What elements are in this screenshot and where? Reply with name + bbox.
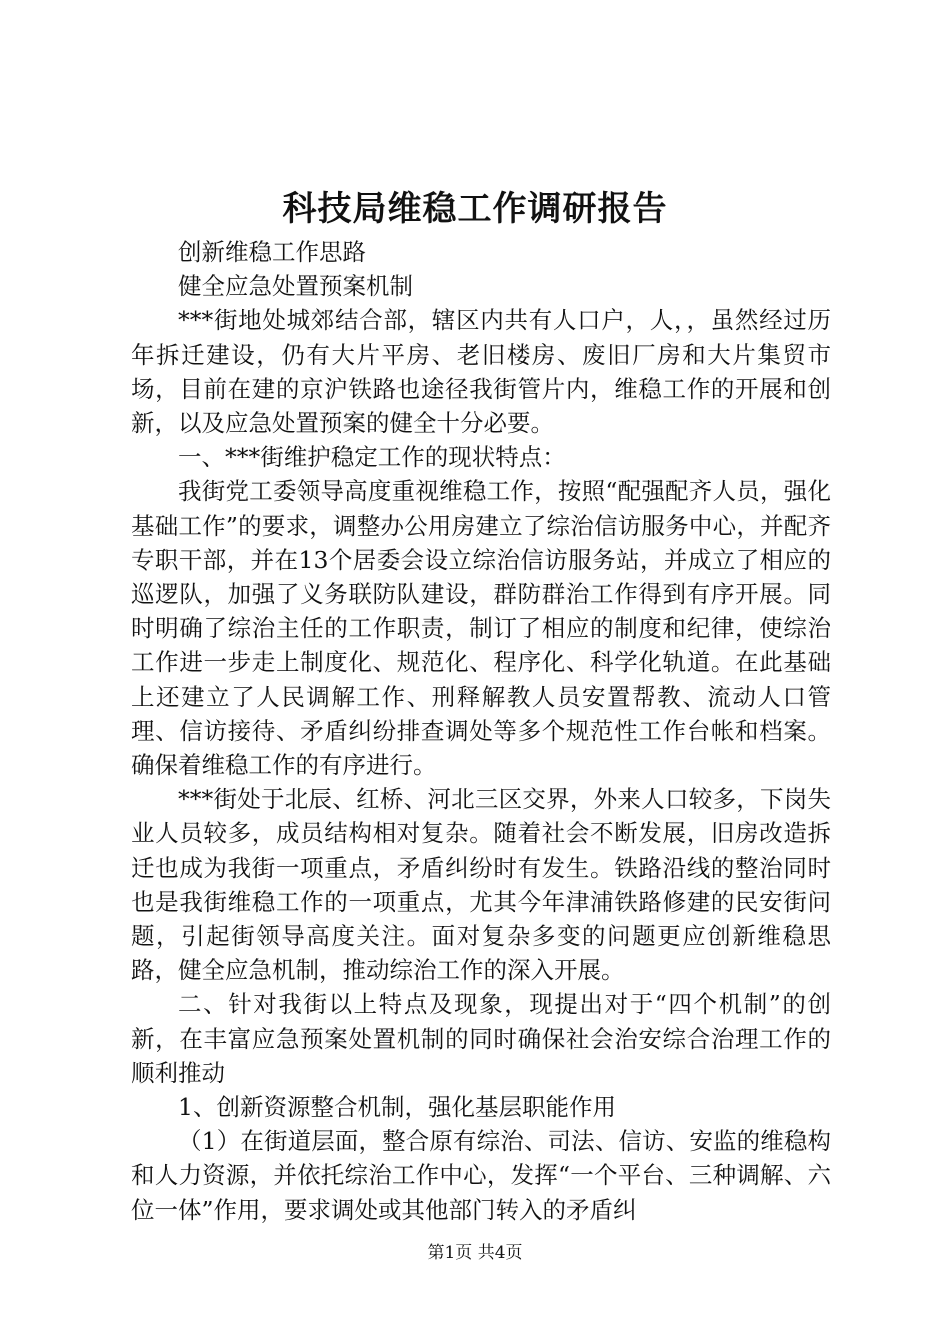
document-title: 科技局维稳工作调研报告 [282, 189, 668, 229]
document-body [131, 235, 831, 1227]
paragraph: 健全应急处置预案机制 [178, 272, 413, 301]
paragraph: （1）在街道层面，整合原有综治、司法、信访、安监的维稳构和人力资源，并依托综治工作中心，发挥“一个平台、三种调解、六位一体”作用，要求调处或其他部门转入的矛盾纠 [131, 1127, 831, 1224]
page-number-footer: 第1页 共4页 [427, 1243, 523, 1263]
paragraph: 我街党工委领导高度重视维稳工作，按照“配强配齐人员，强化基础工作”的要求，调整办公用房建立了综治信访服务中心，并配齐专职干部，并在13个居委会设立综治信访服务站，并成立了相应的巡逻队，加强了义务联防队建设，群防群治工作得到有序开展。同时明确了综治主任的工作职责，制订了相应的制度和纪律，使综治工作进一步走上制度化、规范化、程序化、科学化轨道。在此基础上还建立了人民调解工作、刑释解教人员安置帮教、流动人口管理、信访接待、矛盾纠纷排查调处等多个规范性工作台帐和档案。确保着维稳工作的有序进行。 [131, 477, 831, 780]
paragraph: 二、针对我街以上特点及现象，现提出对于“四个机制”的创新，在丰富应急预案处置机制的同时确保社会治安综合治理工作的顺利推动 [131, 990, 831, 1087]
paragraph: 创新维稳工作思路 [178, 238, 366, 266]
paragraph: 1、创新资源整合机制，强化基层职能作用 [178, 1093, 616, 1122]
paragraph: ***街处于北辰、红桥、河北三区交界，外来人口较多，下岗失业人员较多，成员结构相对复杂。随着社会不断发展，旧房改造拆迁也成为我街一项重点，矛盾纠纷时有发生。铁路沿线的整治同时也是我街维稳工作的一项重点，尤其今年津浦铁路修建的民安街问题，引起街领导高度关注。面对复杂多变的问题更应创新维稳思路，健全应急机制，推动综治工作的深入开展。 [131, 785, 831, 985]
paragraph: 一、***街维护稳定工作的现状特点： [178, 443, 566, 472]
paragraph: ***街地处城郊结合部，辖区内共有人口户，人，，虽然经过历年拆迁建设，仍有大片平房、老旧楼房、废旧厂房和大片集贸市场，目前在建的京沪铁路也途径我街管片内，维稳工作的开展和创新，以及应急处置预案的健全十分必要。 [131, 306, 831, 438]
